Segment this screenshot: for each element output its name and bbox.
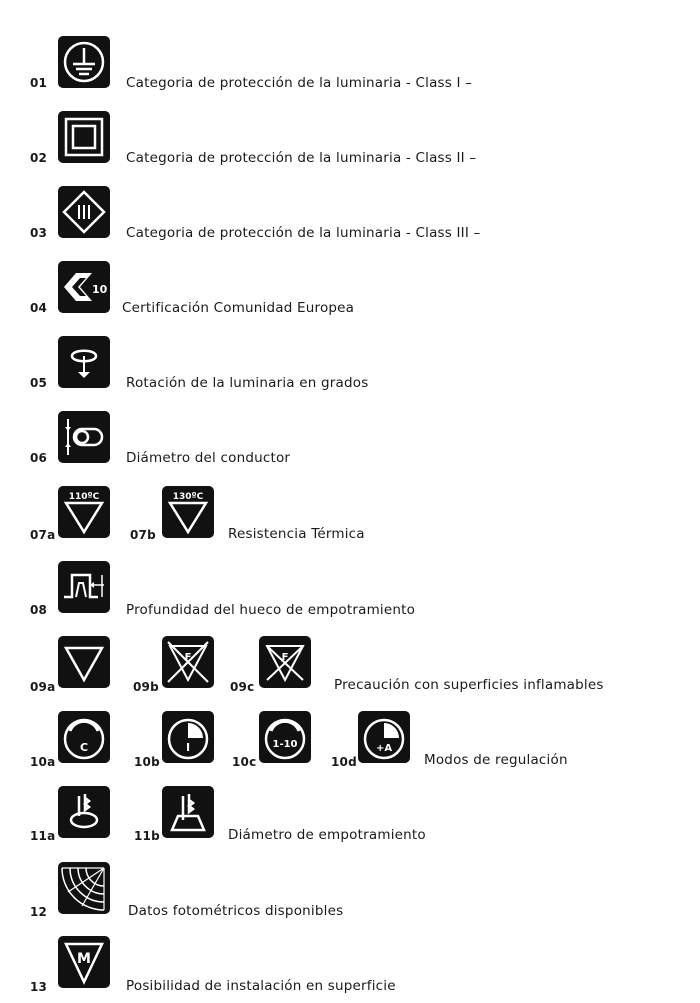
item-description: Certificación Comunidad Europea <box>122 300 355 316</box>
thermal-110-icon <box>58 486 110 538</box>
item-number: 13 <box>30 980 48 994</box>
legend-row-12 <box>0 856 700 919</box>
item-description: Profundidad del hueco de empotramiento <box>126 602 416 618</box>
class-1-icon <box>58 36 110 88</box>
item-description: Rotación de la luminaria en grados <box>126 375 369 391</box>
en10-icon <box>58 261 110 313</box>
mode-label: +A <box>375 743 393 754</box>
item-number: 02 <box>30 151 48 165</box>
flammable-f-label: F <box>184 652 192 663</box>
item-number: 06 <box>30 451 48 465</box>
item-number: 09a <box>30 680 56 694</box>
dimming-i-icon <box>162 711 214 763</box>
item-description: Categoria de protección de la luminaria - Class I – <box>126 75 473 91</box>
item-number-b: 10b <box>134 755 160 769</box>
item-number-b: 11b <box>134 829 160 843</box>
thermal-130-icon <box>162 486 214 538</box>
legend-row-09 <box>0 630 700 694</box>
legend-row-13 <box>0 932 700 992</box>
item-number-b: 07b <box>130 528 156 542</box>
item-number-c: 10c <box>232 755 257 769</box>
legend-row-10 <box>0 705 700 769</box>
recess-depth-icon <box>58 561 110 613</box>
legend-row-01 <box>0 30 700 90</box>
legend-row-02 <box>0 105 700 165</box>
surface-install-icon <box>58 936 110 988</box>
mode-label: I <box>185 741 191 754</box>
item-number: 03 <box>30 226 48 240</box>
en-number-label: 10 <box>92 283 108 296</box>
dimming-c-icon <box>58 711 110 763</box>
item-number-b: 09b <box>133 680 159 694</box>
item-number: 04 <box>30 301 48 315</box>
legend-row-07 <box>0 480 700 540</box>
non-flammable-alt-icon <box>259 636 311 688</box>
item-description: Datos fotométricos disponibles <box>128 903 344 919</box>
legend-row-06 <box>0 405 700 465</box>
temperature-label: 130ºC <box>172 492 204 502</box>
item-number-d: 10d <box>331 755 357 769</box>
item-number-c: 09c <box>230 680 255 694</box>
mode-label: 1-10 <box>272 739 298 750</box>
item-number: 07a <box>30 528 56 542</box>
legend-row-11 <box>0 780 700 843</box>
photometric-icon <box>58 862 110 914</box>
dimming-1-10-icon <box>259 711 311 763</box>
mode-label: C <box>79 741 89 754</box>
legend-row-03 <box>0 180 700 240</box>
item-description: Posibilidad de instalación en superficie <box>126 978 396 994</box>
flammable-surface-icon <box>58 636 110 688</box>
item-description: Diámetro del conductor <box>126 450 291 466</box>
item-number: 08 <box>30 603 48 617</box>
flammable-f-label: F <box>281 652 289 663</box>
legend-row-05 <box>0 330 700 390</box>
item-description: Precaución con superficies inflamables <box>334 677 604 693</box>
item-number: 11a <box>30 829 56 843</box>
class-3-icon <box>58 186 110 238</box>
class-2-icon <box>58 111 110 163</box>
non-flammable-icon <box>162 636 214 688</box>
item-description: Categoria de protección de la luminaria - Class III – <box>126 225 481 241</box>
item-description: Modos de regulación <box>424 752 568 768</box>
recess-diameter-b-icon <box>162 786 214 838</box>
item-description: Diámetro de empotramiento <box>228 827 426 843</box>
item-number: 05 <box>30 376 48 390</box>
recess-diameter-a-icon <box>58 786 110 838</box>
legend-row-04 <box>0 255 700 315</box>
item-number: 10a <box>30 755 56 769</box>
item-number: 12 <box>30 905 48 919</box>
rotation-icon <box>58 336 110 388</box>
item-description: Resistencia Térmica <box>228 526 365 542</box>
surface-m-label: M <box>77 951 91 967</box>
dimming-plus-a-icon <box>358 711 410 763</box>
temperature-label: 110ºC <box>68 492 100 502</box>
conductor-icon <box>58 411 110 463</box>
item-description: Categoria de protección de la luminaria - Class II – <box>126 150 477 166</box>
item-number: 01 <box>30 76 48 90</box>
legend-row-08 <box>0 555 700 618</box>
